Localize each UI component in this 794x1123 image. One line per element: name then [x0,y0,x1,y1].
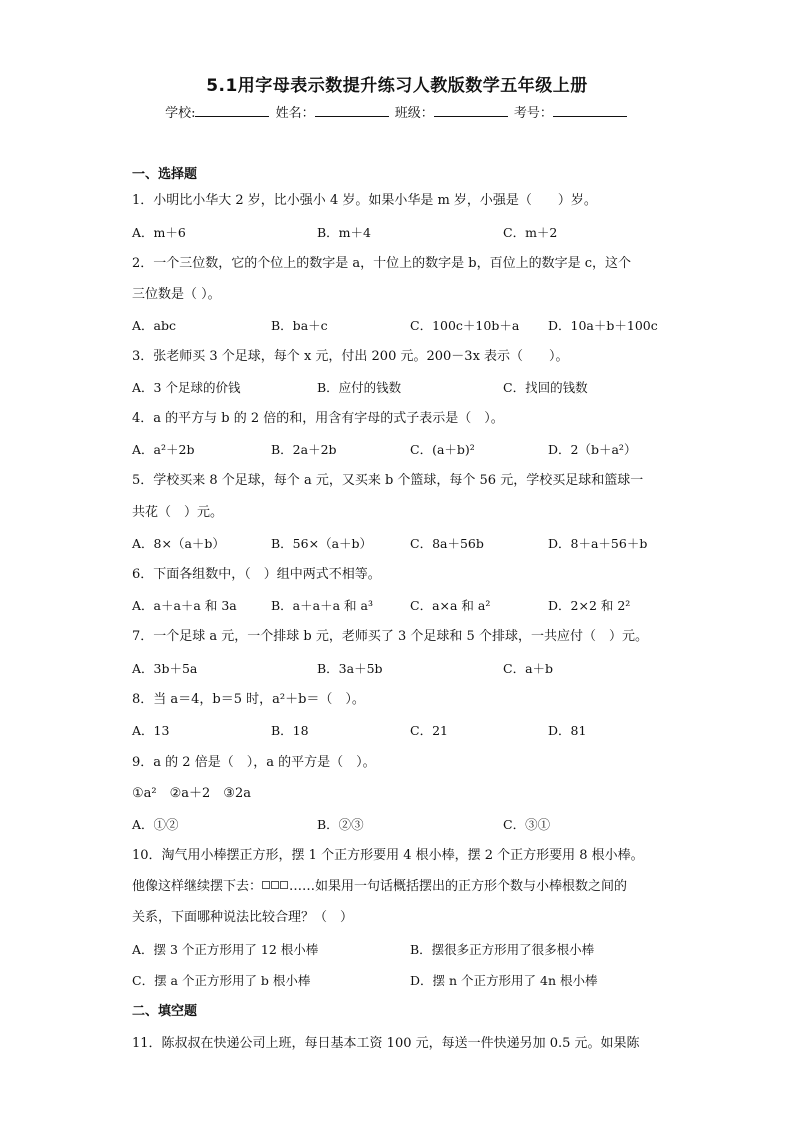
question-10-line-3: 关系，下面哪种说法比较合理？（ ） [132,910,354,925]
q4-option-c[interactable]: C．(a＋b)² [410,442,475,457]
q2-option-c[interactable]: C．100c＋10b＋a [410,318,520,333]
q9-option-c[interactable]: C．③① [503,817,551,832]
q1-option-b[interactable]: B．m＋4 [317,225,371,240]
q9-option-b[interactable]: B．②③ [317,817,364,832]
question-6: 6．下面各组数中，（ ）组中两式不相等。 [132,567,381,582]
q2-option-b[interactable]: B．ba＋c [271,318,328,333]
q6-option-d[interactable]: D．2×2 和 2² [548,598,631,613]
question-5-line-2: 共花（ ）元。 [132,505,224,520]
question-3: 3．张老师买 3 个足球，每个 x 元，付出 200 元。200－3x 表示（ ）。 [132,349,569,364]
q4-option-a[interactable]: A．a²＋2b [132,442,195,457]
q6-option-b[interactable]: B．a＋a＋a 和 a³ [271,598,373,613]
q1-option-c[interactable]: C．m＋2 [503,225,558,240]
question-4: 4．a 的平方与 b 的 2 倍的和，用含有字母的式子表示是（ ）。 [132,411,504,426]
question-2-line-2: 三位数是（ ）。 [132,287,221,302]
q5-option-d[interactable]: D．8＋a＋56＋b [548,536,648,551]
q8-option-a[interactable]: A．13 [132,723,170,738]
q5-option-a[interactable]: A．8×（a＋b） [132,536,225,551]
q4-option-d[interactable]: D．2（b＋a²） [548,442,637,457]
q7-option-a[interactable]: A．3b＋5a [132,661,198,676]
q2-option-d[interactable]: D．10a＋b＋100c [548,318,658,333]
school-label: 学校: [165,106,196,121]
name-label: 姓名： [275,106,315,121]
q3-option-b[interactable]: B．应付的钱数 [317,380,402,395]
question-1: 1．小明比小华大 2 岁，比小强小 4 岁。如果小华是 m 岁，小强是（ ）岁。 [132,193,597,208]
school-blank[interactable] [195,104,269,117]
q3-option-a[interactable]: A．3 个足球的价钱 [132,380,241,395]
question-10-line-2-start: 他像这样继续摆下去： [132,879,263,894]
question-2-line-1: 2．一个三位数，它的个位上的数字是 a，十位上的数字是 b，百位上的数字是 c，这个 [132,256,632,271]
q7-option-b[interactable]: B．3a＋5b [317,661,383,676]
q4-option-b[interactable]: B．2a＋2b [271,442,337,457]
q9-option-a[interactable]: A．①② [132,817,179,832]
q10-option-b[interactable]: B．摆很多正方形用了很多根小棒 [410,942,595,957]
q1-option-a[interactable]: A．m＋6 [132,225,186,240]
question-10-line-2-end: ……如果用一句话概括摆出的正方形个数与小棒根数之间的 [289,879,628,894]
q5-option-b[interactable]: B．56×（a＋b） [271,536,373,551]
q6-option-a[interactable]: A．a＋a＋a 和 3a [132,598,237,613]
question-9: 9．a 的 2 倍是（ ），a 的平方是（ ）。 [132,755,376,770]
exam-no-label: 考号： [513,106,553,121]
class-label: 班级： [394,106,434,121]
q7-option-c[interactable]: C．a＋b [503,661,554,676]
question-10-line-1: 10．淘气用小棒摆正方形，摆 1 个正方形要用 4 根小棒，摆 2 个正方形要用 8 根小棒。 [132,848,644,863]
q8-option-d[interactable]: D．81 [548,723,587,738]
section-heading-fill: 二、填空题 [132,1004,198,1019]
question-5-line-1: 5．学校买来 8 个足球，每个 a 元，又买来 b 个篮球，每个 56 元，学校买足球和篮球一 [132,473,644,488]
question-7: 7．一个足球 a 元，一个排球 b 元，老师买了 3 个足球和 5 个排球，一共应付（ ）元。 [132,629,648,644]
q5-option-c[interactable]: C．8a＋56b [410,536,484,551]
name-blank[interactable] [315,104,389,117]
question-8: 8．当 a＝4，b＝5 时，a²＋b＝（ ）。 [132,692,365,707]
q10-option-d[interactable]: D．摆 n 个正方形用了 4n 根小棒 [410,973,598,988]
question-10-line-2 [132,879,627,895]
q8-option-b[interactable]: B．18 [271,723,309,738]
section-heading-choice: 一、选择题 [132,167,198,182]
q3-option-c[interactable]: C．找回的钱数 [503,380,588,395]
question-11: 11．陈叔叔在快递公司上班，每日基本工资 100 元，每送一件快递另加 0.5 元。如果陈 [132,1036,640,1051]
q6-option-c[interactable]: C．a×a 和 a² [410,598,491,613]
squares-pattern-icon [262,879,289,895]
exam-no-blank[interactable] [553,104,627,117]
question-9-items: ①a² ②a＋2 ③2a [132,786,251,801]
q10-option-c[interactable]: C．摆 a 个正方形用了 b 根小棒 [132,973,311,988]
q8-option-c[interactable]: C．21 [410,723,448,738]
class-blank[interactable] [434,104,508,117]
q2-option-a[interactable]: A．abc [132,318,176,333]
q10-option-a[interactable]: A．摆 3 个正方形用了 12 根小棒 [132,942,319,957]
student-info-line [0,102,794,121]
page-title: 5.1用字母表示数提升练习人教版数学五年级上册 [206,76,588,96]
